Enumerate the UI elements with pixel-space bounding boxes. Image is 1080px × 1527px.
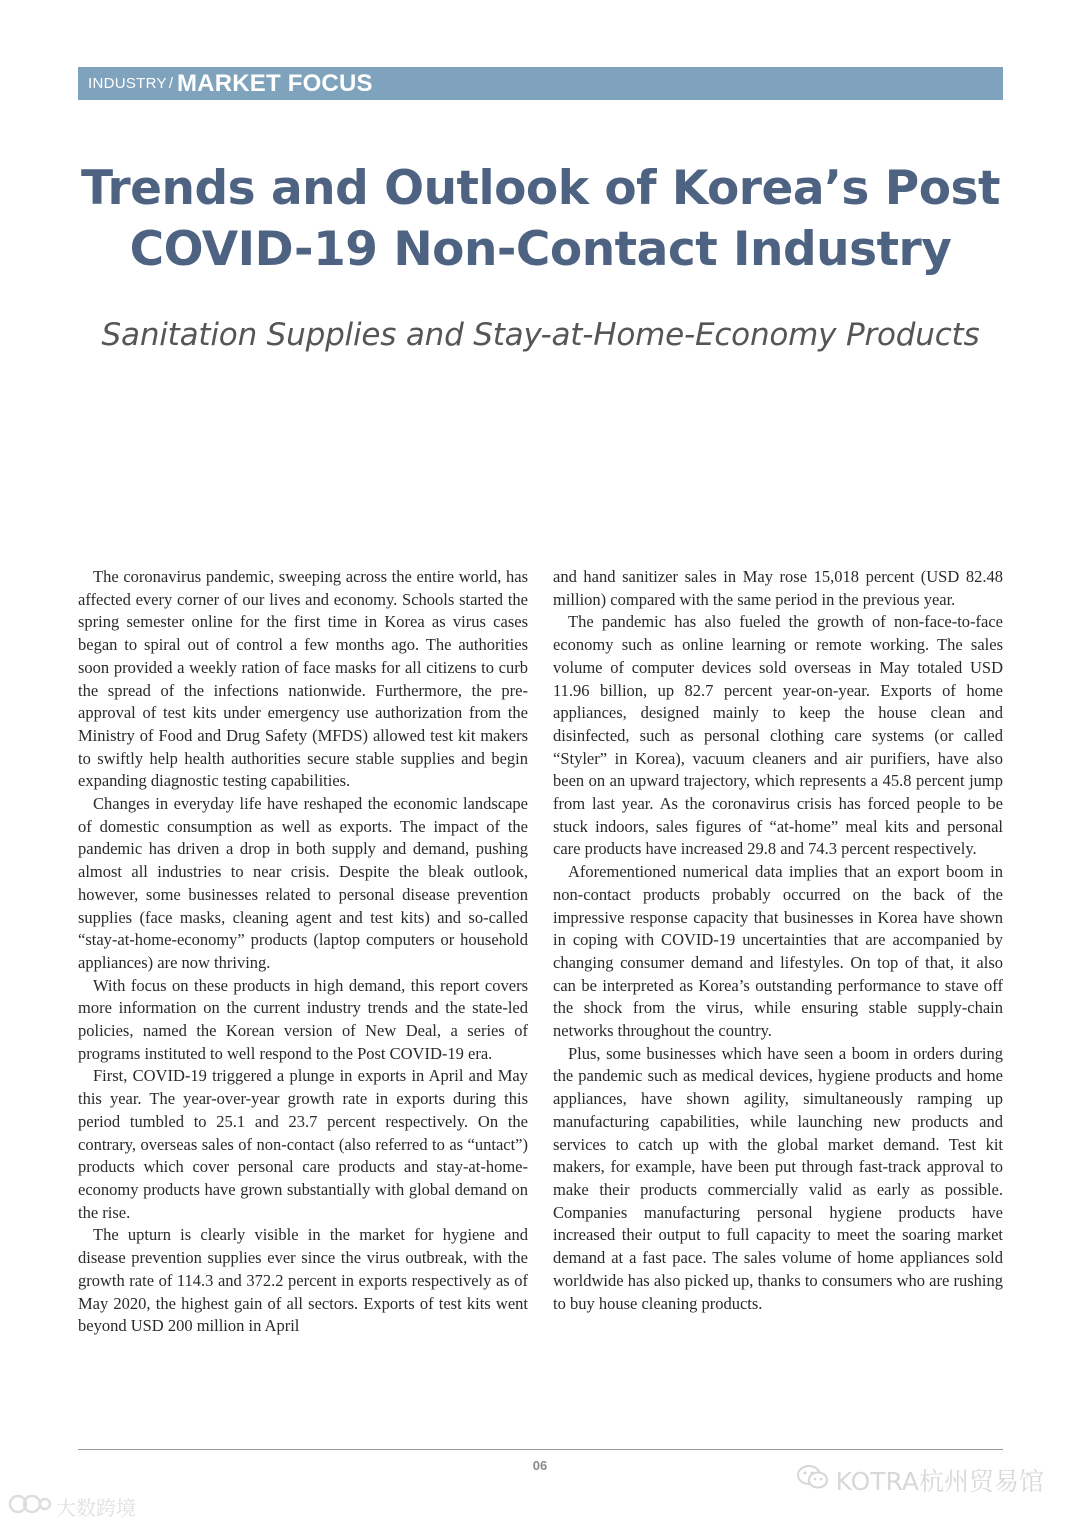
section-header-bar: [78, 67, 1003, 100]
logo-icon: [8, 1492, 52, 1521]
section-topic: MARKET FOCUS: [176, 69, 373, 97]
left-column: [78, 566, 528, 1338]
paragraph: Changes in everyday life have reshaped the economic landscape of domestic consumption as well as exports. The impact of the pandemic has driven a drop in both supply and demand, pushing almost all industries to near crisis. Despite the bleak outlook, however, some businesses related to personal disease prevention supplies (face masks, cleaning agent and test kits) and so-called “stay-at-home-economy” products (laptop computers or household appliances) are now thriving.: [78, 794, 528, 972]
title-line-2: COVID-19 Non-Contact Industry: [129, 222, 952, 277]
footer-divider: [78, 1449, 1003, 1450]
article-subtitle: Sanitation Supplies and Stay-at-Home-Economy Products: [101, 317, 980, 353]
page-number: 06: [532, 1458, 548, 1473]
paragraph: The upturn is clearly visible in the market for hygiene and disease prevention supplies ever since the virus outbreak, with the growth rate of 114.3 and 372.2 percent in exports respectively as of May 2020, the highest gain of all sectors. Exports of test kits went beyond USD 200 million in April: [78, 1225, 528, 1336]
section-separator: /: [168, 75, 173, 92]
paragraph: The coronavirus pandemic, sweeping across the entire world, has affected every corner of our lives and economy. Schools started the spring semester online for the first time in Korea as virus cases began to spiral out of control a few months ago. The authorities soon provided a weekly ration of face masks for all citizens to curb the spread of the infections nationwide. Furthermore, the pre-approval of test kits under emergency use authorization from the Ministry of Food and Drug Safety (MFDS) allowed test kit makers to swiftly help health authorities secure stable supplies and begin expanding diagnostic testing capabilities.: [78, 567, 528, 791]
wechat-icon: [796, 1463, 830, 1497]
watermark-kotra: [796, 1462, 1044, 1498]
paragraph: First, COVID-19 triggered a plunge in exports in April and May this year. The year-over-year growth rate in exports during this period tumbled to 25.1 and 23.7 percent respectively. On the contrary, overseas sales of non-contact (also referred to as “untact”) products which cover personal care products and stay-at-home-economy products have grown substantially with global demand on the rise.: [78, 1066, 528, 1222]
right-column: [553, 566, 1003, 1315]
paragraph: Aforementioned numerical data implies that an export boom in non-contact products probably occurred on the back of the impressive response capacity that businesses in Korea have shown in coping with COVID-19 uncertainties that are accompanied by changing consumer demand and lifestyles. On top of that, it also can be interpreted as Korea’s outstanding performance to stave off the shock from the virus, while ensuring stable supply-chain networks throughout the country.: [553, 862, 1003, 1041]
watermark-text: KOTRA杭州贸易馆: [835, 1467, 1044, 1496]
watermark-brand: [8, 1492, 136, 1521]
section-label: INDUSTRY: [88, 75, 167, 92]
title-line-1: Trends and Outlook of Korea’s Post: [81, 161, 1000, 216]
paragraph: The pandemic has also fueled the growth of non-face-to-face economy such as online learning or remote working. The sales volume of computer devices sold overseas in May totaled USD 11.96 billion, up 82.7 percent year-on-year. Exports of home appliances, designed mainly to keep the house clean and disinfected, such as personal clothing care systems (or called “Styler” in Korea), vacuum cleaners and air purifiers, have also been on an upward trajectory, which represents a 45.8 percent jump from last year. As the coronavirus crisis has forced people to be stuck indoors, sales figures of “at-home” meal kits and personal care products have increased 29.8 and 74.3 percent respectively.: [553, 612, 1003, 859]
paragraph-continuation: and hand sanitizer sales in May rose 15,018 percent (USD 82.48 million) compared with the same period in the previous year.: [553, 567, 1003, 609]
paragraph: Plus, some businesses which have seen a boom in orders during the pandemic such as medical devices, hygiene products and home appliances, have shown agility, simultaneously ramping up manufacturing capabilities, while launching new products and services to catch up with the global market demand. Test kit makers, for example, have been put through fast-track approval to make their products commercially valid as early as possible. Companies manufacturing personal hygiene products have increased their output to full capacity to meet the soaring market demand at a fast pace. The sales volume of home appliances sold worldwide has also picked up, thanks to consumers who are rushing to buy house cleaning products.: [553, 1043, 1003, 1313]
watermark-text: 大数跨境: [56, 1496, 136, 1520]
article-title: [78, 158, 1003, 280]
paragraph: With focus on these products in high demand, this report covers more information on the current industry trends and the state-led policies, named the Korean version of New Deal, a series of programs instituted to well respond to the Post COVID-19 era.: [78, 975, 528, 1063]
